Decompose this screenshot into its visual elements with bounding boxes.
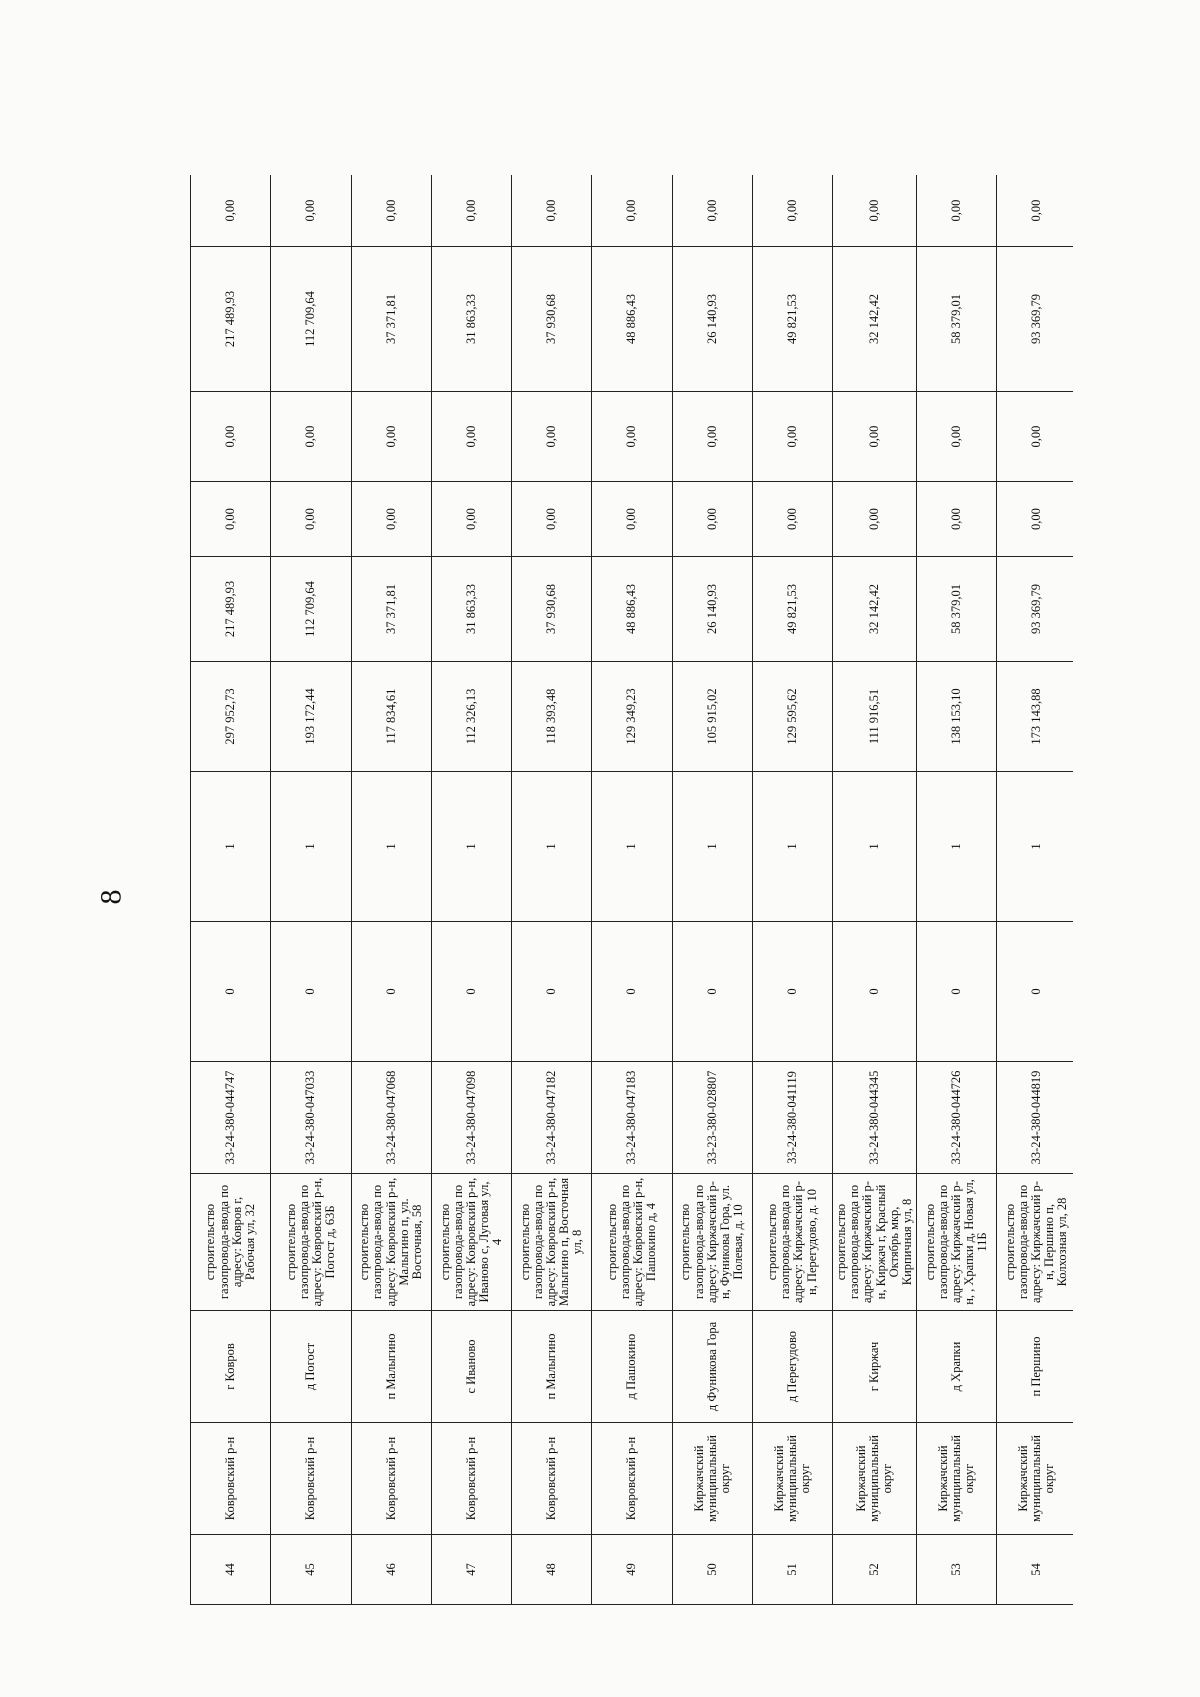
- amount-cell-10: 0,00: [833, 482, 917, 557]
- district-cell: Киржачский муниципальный округ: [916, 1423, 996, 1535]
- amount-cell-11: 0,00: [271, 392, 351, 482]
- value-cell-6: 0: [271, 922, 351, 1062]
- description-cell: строительство газопровода-ввода по адресу: Ковровский р-н, Иваново с, Луговая ул, 4: [431, 1174, 511, 1311]
- amount-cell-12: 93 369,79: [997, 247, 1073, 392]
- amount-cell-11: 0,00: [833, 392, 917, 482]
- cadastral-number-cell: 33-24-380-041119: [752, 1062, 832, 1174]
- amount-cell-10: 0,00: [191, 482, 271, 557]
- amount-cell-9: 93 369,79: [997, 557, 1073, 662]
- cadastral-number-cell: 33-24-380-047068: [351, 1062, 431, 1174]
- table-row: [191, 175, 271, 1605]
- district-cell: Киржачский муниципальный округ: [997, 1423, 1073, 1535]
- amount-cell-13: 0,00: [512, 175, 592, 247]
- value-cell-7: 1: [431, 772, 511, 922]
- table-row: [672, 175, 752, 1605]
- amount-cell-8: 112 326,13: [431, 662, 511, 772]
- value-cell-7: 1: [191, 772, 271, 922]
- value-cell-6: 0: [592, 922, 672, 1062]
- amount-cell-9: 217 489,93: [191, 557, 271, 662]
- row-number: 53: [916, 1535, 996, 1605]
- amount-cell-12: 112 709,64: [271, 247, 351, 392]
- amount-cell-10: 0,00: [431, 482, 511, 557]
- amount-cell-8: 193 172,44: [271, 662, 351, 772]
- description-cell: строительство газопровода-ввода по адресу: Ковровский р-н, Пашокино д, 4: [592, 1174, 672, 1311]
- locality-cell: д Перегудово: [752, 1311, 832, 1423]
- value-cell-6: 0: [191, 922, 271, 1062]
- cadastral-number-cell: 33-24-380-044819: [997, 1062, 1073, 1174]
- value-cell-6: 0: [512, 922, 592, 1062]
- description-cell: строительство газопровода-ввода по адресу: Киржачский р-н, Фуникова Гора, ул. Полевая, д. 10: [672, 1174, 752, 1311]
- page-number: 8: [94, 889, 128, 905]
- amount-cell-10: 0,00: [351, 482, 431, 557]
- locality-cell: г Киржач: [833, 1311, 917, 1423]
- amount-cell-8: 173 143,88: [997, 662, 1073, 772]
- amount-cell-10: 0,00: [997, 482, 1073, 557]
- amount-cell-8: 117 834,61: [351, 662, 431, 772]
- value-cell-6: 0: [916, 922, 996, 1062]
- amount-cell-8: 138 153,10: [916, 662, 996, 772]
- district-cell: Ковровский р-н: [592, 1423, 672, 1535]
- value-cell-7: 1: [351, 772, 431, 922]
- table-row: [752, 175, 832, 1605]
- amount-cell-10: 0,00: [271, 482, 351, 557]
- value-cell-7: 1: [916, 772, 996, 922]
- amount-cell-8: 129 349,23: [592, 662, 672, 772]
- amount-cell-13: 0,00: [431, 175, 511, 247]
- amount-cell-11: 0,00: [592, 392, 672, 482]
- amount-cell-11: 0,00: [512, 392, 592, 482]
- amount-cell-13: 0,00: [592, 175, 672, 247]
- amount-cell-8: 129 595,62: [752, 662, 832, 772]
- cadastral-number-cell: 33-24-380-047033: [271, 1062, 351, 1174]
- value-cell-6: 0: [351, 922, 431, 1062]
- district-cell: Киржачский муниципальный округ: [752, 1423, 832, 1535]
- amount-cell-13: 0,00: [672, 175, 752, 247]
- data-table: [190, 175, 1073, 1605]
- cadastral-number-cell: 33-24-380-047098: [431, 1062, 511, 1174]
- locality-cell: с Иваново: [431, 1311, 511, 1423]
- description-cell: строительство газопровода-ввода по адресу: Ковровский р-н, Погост д, 63Б: [271, 1174, 351, 1311]
- amount-cell-12: 37 930,68: [512, 247, 592, 392]
- district-cell: Ковровский р-н: [351, 1423, 431, 1535]
- value-cell-6: 0: [431, 922, 511, 1062]
- table-frame: [190, 175, 1073, 1605]
- cadastral-number-cell: 33-24-380-044345: [833, 1062, 917, 1174]
- amount-cell-11: 0,00: [431, 392, 511, 482]
- locality-cell: д Погост: [271, 1311, 351, 1423]
- description-cell: строительство газопровода-ввода по адресу: Киржачский р-н, , Храпки д, Новая ул, 11Б: [916, 1174, 996, 1311]
- description-cell: строительство газопровода-ввода по адресу: Ковровский р-н, Малыгино п, ул. Восточная, 58: [351, 1174, 431, 1311]
- row-number: 48: [512, 1535, 592, 1605]
- district-cell: Киржачский муниципальный округ: [672, 1423, 752, 1535]
- value-cell-7: 1: [592, 772, 672, 922]
- row-number: 54: [997, 1535, 1073, 1605]
- row-number: 45: [271, 1535, 351, 1605]
- value-cell-7: 1: [672, 772, 752, 922]
- cadastral-number-cell: 33-24-380-047183: [592, 1062, 672, 1174]
- table-row: [431, 175, 511, 1605]
- table-row: [592, 175, 672, 1605]
- district-cell: Ковровский р-н: [431, 1423, 511, 1535]
- table-row: [512, 175, 592, 1605]
- amount-cell-12: 49 821,53: [752, 247, 832, 392]
- amount-cell-12: 26 140,93: [672, 247, 752, 392]
- value-cell-7: 1: [512, 772, 592, 922]
- amount-cell-11: 0,00: [191, 392, 271, 482]
- rotated-table-container: [190, 175, 1073, 1605]
- district-cell: Киржачский муниципальный округ: [833, 1423, 917, 1535]
- amount-cell-13: 0,00: [916, 175, 996, 247]
- cadastral-number-cell: 33-24-380-044747: [191, 1062, 271, 1174]
- amount-cell-8: 297 952,73: [191, 662, 271, 772]
- amount-cell-9: 37 930,68: [512, 557, 592, 662]
- value-cell-6: 0: [997, 922, 1073, 1062]
- row-number: 47: [431, 1535, 511, 1605]
- amount-cell-11: 0,00: [916, 392, 996, 482]
- row-number: 51: [752, 1535, 832, 1605]
- amount-cell-9: 32 142,42: [833, 557, 917, 662]
- amount-cell-9: 49 821,53: [752, 557, 832, 662]
- table-body: [191, 175, 1074, 1605]
- locality-cell: п Малыгино: [512, 1311, 592, 1423]
- district-cell: Ковровский р-н: [512, 1423, 592, 1535]
- amount-cell-10: 0,00: [512, 482, 592, 557]
- table-row: [833, 175, 917, 1605]
- locality-cell: д Пашокино: [592, 1311, 672, 1423]
- value-cell-7: 1: [997, 772, 1073, 922]
- table-row: [997, 175, 1073, 1605]
- amount-cell-13: 0,00: [833, 175, 917, 247]
- amount-cell-13: 0,00: [997, 175, 1073, 247]
- amount-cell-9: 58 379,01: [916, 557, 996, 662]
- table-row: [351, 175, 431, 1605]
- value-cell-6: 0: [752, 922, 832, 1062]
- amount-cell-8: 118 393,48: [512, 662, 592, 772]
- amount-cell-13: 0,00: [752, 175, 832, 247]
- cadastral-number-cell: 33-24-380-047182: [512, 1062, 592, 1174]
- amount-cell-11: 0,00: [351, 392, 431, 482]
- row-number: 49: [592, 1535, 672, 1605]
- amount-cell-10: 0,00: [916, 482, 996, 557]
- locality-cell: г Ковров: [191, 1311, 271, 1423]
- amount-cell-12: 37 371,81: [351, 247, 431, 392]
- value-cell-6: 0: [672, 922, 752, 1062]
- description-cell: строительство газопровода-ввода по адресу: Ковров г, Рабочая ул, 32: [191, 1174, 271, 1311]
- table-row: [916, 175, 996, 1605]
- description-cell: строительство газопровода-ввода по адресу: Киржачский р-н, Першино п, Колхозная ул, 28: [997, 1174, 1073, 1311]
- row-number: 50: [672, 1535, 752, 1605]
- value-cell-7: 1: [271, 772, 351, 922]
- row-number: 44: [191, 1535, 271, 1605]
- description-cell: строительство газопровода-ввода по адресу: Киржачский р-н, Киржач г, Красный Октябрь мкр, Кирпичная ул, 8: [833, 1174, 917, 1311]
- amount-cell-12: 217 489,93: [191, 247, 271, 392]
- amount-cell-11: 0,00: [752, 392, 832, 482]
- district-cell: Ковровский р-н: [271, 1423, 351, 1535]
- description-cell: строительство газопровода-ввода по адресу: Киржачский р-н, Перегудово, д. 10: [752, 1174, 832, 1311]
- row-number: 52: [833, 1535, 917, 1605]
- amount-cell-10: 0,00: [672, 482, 752, 557]
- amount-cell-12: 31 863,33: [431, 247, 511, 392]
- amount-cell-9: 37 371,81: [351, 557, 431, 662]
- row-number: 46: [351, 1535, 431, 1605]
- amount-cell-11: 0,00: [672, 392, 752, 482]
- value-cell-7: 1: [752, 772, 832, 922]
- amount-cell-9: 112 709,64: [271, 557, 351, 662]
- amount-cell-9: 26 140,93: [672, 557, 752, 662]
- value-cell-6: 0: [833, 922, 917, 1062]
- table-row: [271, 175, 351, 1605]
- district-cell: Ковровский р-н: [191, 1423, 271, 1535]
- amount-cell-13: 0,00: [271, 175, 351, 247]
- description-cell: строительство газопровода-ввода по адресу: Ковровский р-н, Малыгино п, Восточная ул, 8: [512, 1174, 592, 1311]
- amount-cell-13: 0,00: [351, 175, 431, 247]
- locality-cell: д Храпки: [916, 1311, 996, 1423]
- amount-cell-13: 0,00: [191, 175, 271, 247]
- locality-cell: п Першино: [997, 1311, 1073, 1423]
- cadastral-number-cell: 33-24-380-044726: [916, 1062, 996, 1174]
- amount-cell-11: 0,00: [997, 392, 1073, 482]
- amount-cell-10: 0,00: [592, 482, 672, 557]
- amount-cell-12: 58 379,01: [916, 247, 996, 392]
- amount-cell-8: 105 915,02: [672, 662, 752, 772]
- locality-cell: д Фуникова Гора: [672, 1311, 752, 1423]
- amount-cell-12: 48 886,43: [592, 247, 672, 392]
- locality-cell: п Малыгино: [351, 1311, 431, 1423]
- amount-cell-10: 0,00: [752, 482, 832, 557]
- cadastral-number-cell: 33-23-380-028807: [672, 1062, 752, 1174]
- amount-cell-9: 48 886,43: [592, 557, 672, 662]
- amount-cell-9: 31 863,33: [431, 557, 511, 662]
- value-cell-7: 1: [833, 772, 917, 922]
- amount-cell-12: 32 142,42: [833, 247, 917, 392]
- amount-cell-8: 111 916,51: [833, 662, 917, 772]
